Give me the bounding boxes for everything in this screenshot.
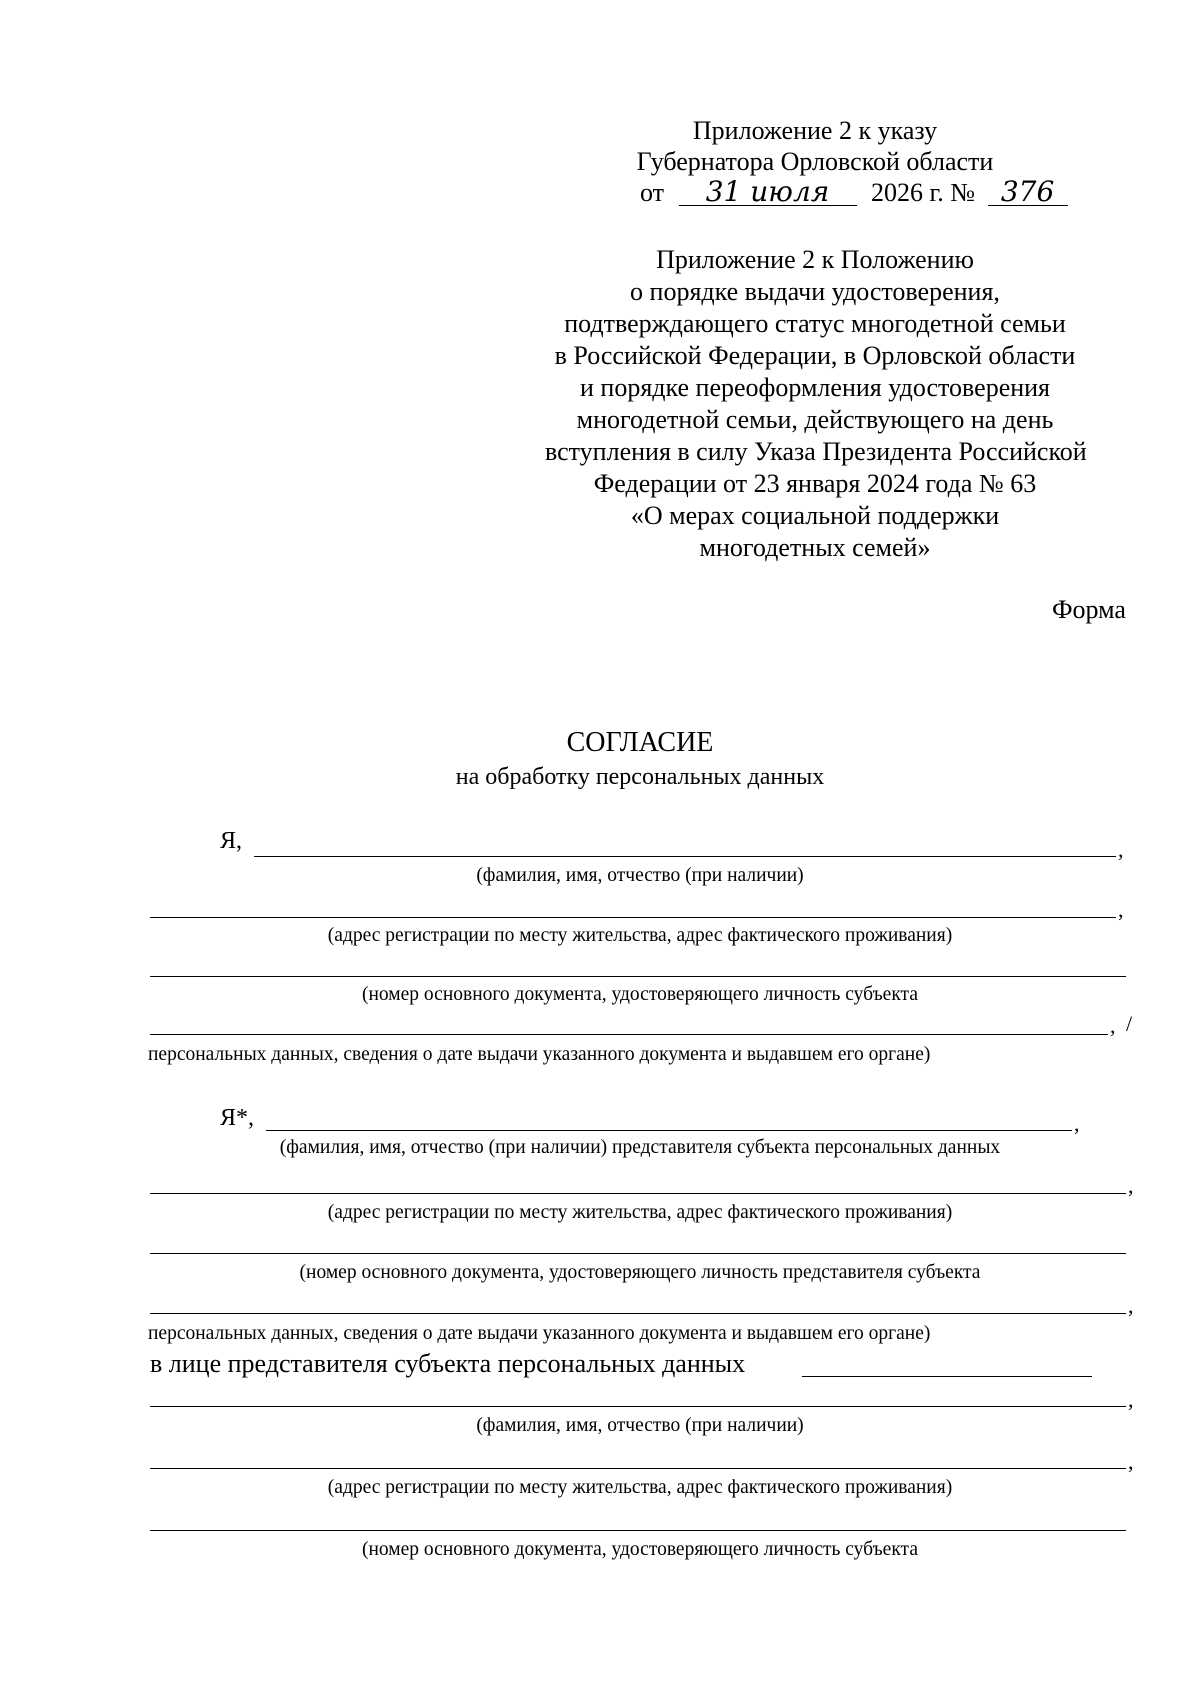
representative-document-caption-2: персональных данных, сведения о дате выдачи указанного документа и выдавшем его органе) bbox=[148, 1323, 931, 1344]
date-prefix: от bbox=[640, 178, 665, 207]
comma: , bbox=[1128, 1387, 1134, 1412]
comma: , bbox=[1110, 1013, 1116, 1038]
slash: / bbox=[1126, 1011, 1133, 1036]
comma: , bbox=[1118, 837, 1124, 862]
subject-document-field[interactable] bbox=[150, 976, 1126, 977]
on-behalf-field[interactable] bbox=[802, 1376, 1092, 1377]
handwritten-date: 31 июля bbox=[679, 179, 857, 206]
appendix-line-2: о порядке выдачи удостоверения, bbox=[630, 277, 1000, 306]
handwritten-number: 376 bbox=[988, 179, 1068, 206]
comma: , bbox=[1118, 897, 1124, 922]
appendix-line-3: подтверждающего статус многодетной семьи bbox=[564, 309, 1066, 338]
appendix-line-7: вступления в силу Указа Президента Российской bbox=[545, 437, 1087, 466]
representative-address-caption: (адрес регистрации по месту жительства, адрес фактического проживания) bbox=[327, 1202, 953, 1223]
comma: , bbox=[1128, 1449, 1134, 1474]
subject-prefix: Я, bbox=[220, 828, 243, 854]
document-subtitle: на обработку персональных данных bbox=[455, 764, 825, 790]
on-behalf-fio-caption: (фамилия, имя, отчество (при наличии) bbox=[476, 1415, 804, 1436]
subject-document-details-field[interactable] bbox=[150, 1034, 1108, 1035]
form-label: Форма bbox=[1052, 595, 1126, 624]
appendix-line-5: и порядке переоформления удостоверения bbox=[579, 373, 1051, 402]
on-behalf-address-field[interactable] bbox=[150, 1468, 1126, 1469]
representative-document-caption-1: (номер основного документа, удостоверяющего личность представителя субъекта bbox=[299, 1262, 981, 1283]
on-behalf-fio-field[interactable] bbox=[150, 1406, 1126, 1407]
representative-prefix: Я*, bbox=[220, 1105, 255, 1131]
representative-fio-field[interactable] bbox=[266, 1130, 1072, 1131]
comma: , bbox=[1074, 1111, 1080, 1136]
subject-document-caption-2: персональных данных, сведения о дате выдачи указанного документа и выдавшем его органе) bbox=[148, 1044, 931, 1065]
on-behalf-document-caption-1: (номер основного документа, удостоверяющего личность субъекта bbox=[362, 1539, 918, 1560]
subject-fio-caption: (фамилия, имя, отчество (при наличии) bbox=[476, 865, 804, 886]
comma: , bbox=[1128, 1173, 1134, 1198]
subject-address-field[interactable] bbox=[150, 917, 1116, 918]
subject-fio-field[interactable] bbox=[254, 856, 1116, 857]
on-behalf-document-field[interactable] bbox=[150, 1530, 1126, 1531]
date-year: 2026 г. № bbox=[871, 178, 976, 207]
representative-fio-caption: (фамилия, имя, отчество (при наличии) представителя субъекта персональных данных bbox=[279, 1137, 1001, 1158]
appendix-line-10: многодетных семей» bbox=[699, 533, 931, 562]
appendix-line-1: Приложение 2 к Положению bbox=[656, 245, 974, 274]
appendix-line-4: в Российской Федерации, в Орловской области bbox=[554, 341, 1076, 370]
subject-document-caption-1: (номер основного документа, удостоверяющего личность субъекта bbox=[362, 984, 918, 1005]
appendix-line-8: Федерации от 23 января 2024 года № 63 bbox=[593, 469, 1037, 498]
representative-document-details-field[interactable] bbox=[150, 1313, 1126, 1314]
comma: , bbox=[1128, 1293, 1134, 1318]
representative-document-field[interactable] bbox=[150, 1253, 1126, 1254]
appendix-line-6: многодетной семьи, действующего на день bbox=[576, 405, 1054, 434]
on-behalf-address-caption: (адрес регистрации по месту жительства, адрес фактического проживания) bbox=[327, 1477, 953, 1498]
document-title: СОГЛАСИЕ bbox=[566, 727, 714, 758]
decree-appendix-line: Приложение 2 к указу bbox=[692, 116, 938, 145]
decree-date-line bbox=[640, 177, 1068, 209]
governor-line: Губернатора Орловской области bbox=[636, 147, 994, 176]
subject-address-caption: (адрес регистрации по месту жительства, адрес фактического проживания) bbox=[327, 925, 953, 946]
appendix-line-9: «О мерах социальной поддержки bbox=[630, 501, 1000, 530]
representative-address-field[interactable] bbox=[150, 1193, 1126, 1194]
on-behalf-text: в лице представителя субъекта персональных данных bbox=[150, 1349, 746, 1378]
